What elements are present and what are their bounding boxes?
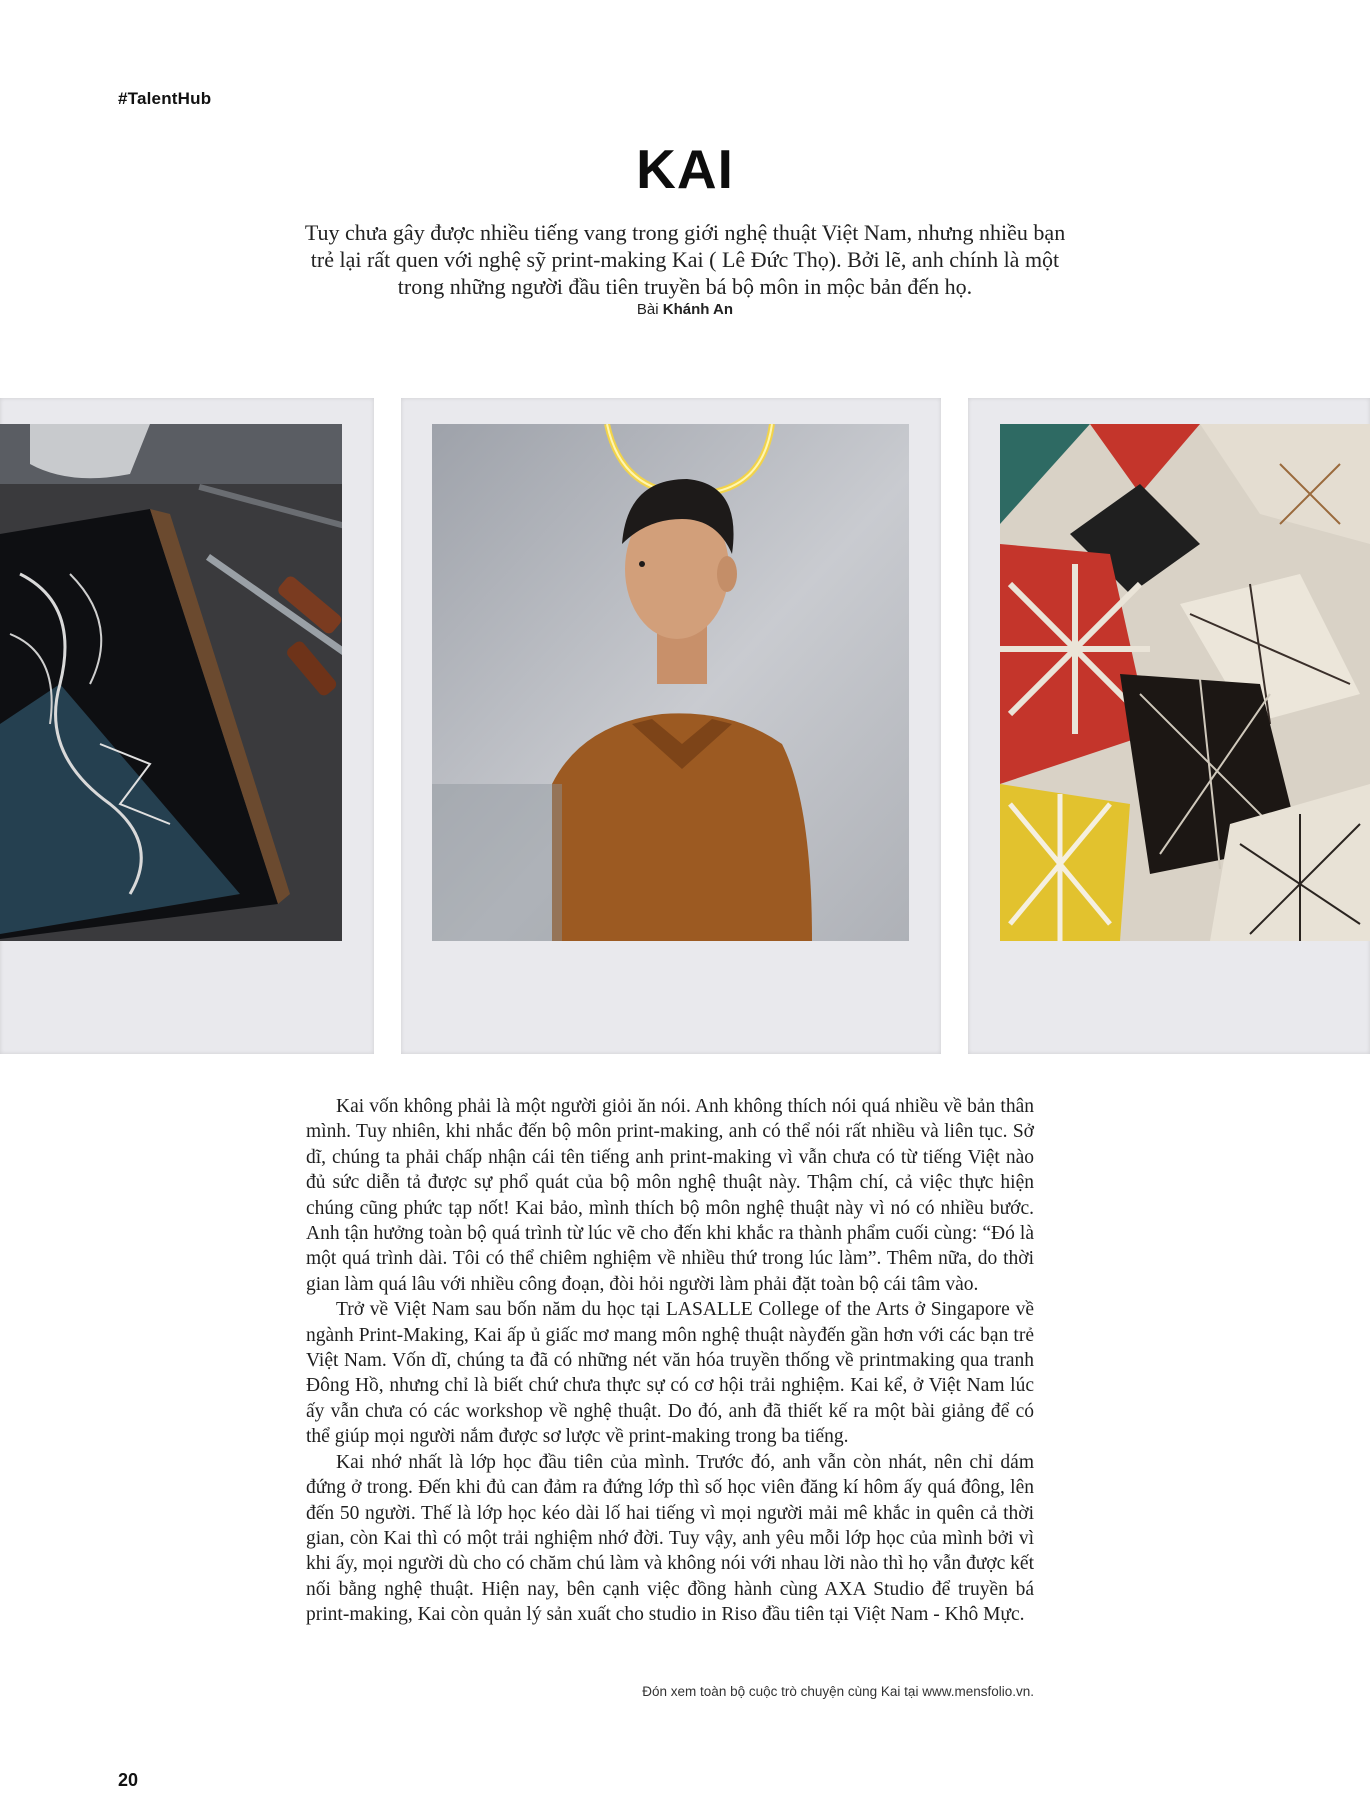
article-title: KAI [636,138,734,200]
author-name: Khánh An [662,301,734,318]
printmaking-works-photo [1000,424,1370,941]
polaroid-frame-prints [968,398,1370,1054]
body-paragraph: Kai nhớ nhất là lớp học đầu tiên của mình. Trước đó, anh vẫn còn nhát, nên chỉ dám đứng ở trong. Đến khi đủ can đảm ra đứng lớp thì số học viên đăng kí hôm ấy quá đông, lên đến 50 người. Thế là lớp học kéo dài lố hai tiếng vì mọi người mải mê khắc in quên cả thời gian, còn Kai thì có một trải nghiệm nhớ đời. Tuy vậy, anh yêu mỗi lớp học của mình bởi vì khi ấy, mọi người dù cho có chăm chú làm và không nói với nhau lời nào thì họ vẫn được kết nối bằng nghệ thuật. Hiện nay, bên cạnh việc đồng hành cùng AXA Studio để truyền bá print-making, Kai còn quản lý sản xuất cho studio in Riso đầu tiên tại Việt Nam - Khô Mực. [306,1451,1034,1626]
article-lead: Tuy chưa gây được nhiều tiếng vang trong giới nghệ thuật Việt Nam, nhưng nhiều bạn trẻ lại rất quen với nghệ sỹ print-making Kai ( Lê Đức Thọ). Bởi lẽ, anh chính là một trong những người đầu tiên truyền bá bộ môn in mộc bản đến họ. [304,220,1066,299]
section-tag: #TalentHub [118,89,212,108]
article-body [306,1094,1034,1628]
body-paragraph: Kai vốn không phải là một người giỏi ăn nói. Anh không thích nói quá nhiều về bản thân mình. Tuy nhiên, khi nhắc đến bộ môn print-making, anh có thể nói rất nhiều và liên tục. Sở dĩ, chúng ta phải chấp nhận cái tên tiếng anh print-making vì vẫn chưa có từ tiếng Việt nào đủ sức diễn tả được sự phổ quát của bộ môn nghệ thuật này. Thậm chí, cả việc thực hiện chúng cũng phức tạp nốt! Kai bảo, mình thích bộ môn nghệ thuật này vì nó có nhiều bước. Anh tận hưởng toàn bộ quá trình từ lúc vẽ cho đến khi khắc ra thành phẩm cuối cùng: “Đó là một quá trình dài. Tôi có thể chiêm nghiệm về nhiều thứ trong lúc làm”. Thêm nữa, do thời gian làm quá lâu với nhiều công đoạn, đòi hỏi người làm phải đặt toàn bộ cái tâm vào. [306,1096,1034,1295]
artist-portrait-photo [432,424,909,941]
woodblock-carving-photo [0,424,342,941]
body-paragraph: Trở về Việt Nam sau bốn năm du học tại LASALLE College of the Arts ở Singapore về ngành Print-Making, Kai ấp ủ giấc mơ mang môn nghệ thuật nàyđến gần hơn với các bạn trẻ Việt Nam. Vốn dĩ, chúng ta đã có những nét văn hóa truyền thống về printmaking qua tranh Đông Hồ, nhưng chỉ là biết chứ chưa thực sự có cơ hội trải nghiệm. Kai kể, ở Việt Nam lúc ấy vẫn chưa có các workshop về nghệ thuật. Do đó, anh đã thiết kế ra một bài giảng để có thể giúp mọi người nắm được sơ lược về print-making trong ba tiếng. [306,1299,1034,1448]
polaroid-frame-portrait [401,398,941,1054]
page-number: 20 [118,1770,139,1790]
polaroid-frame-woodblock [0,398,374,1054]
byline-prefix: Bài [636,301,659,318]
byline [0,301,1370,318]
footer-note: Đón xem toàn bộ cuộc trò chuyện cùng Kai tại www.mensfolio.vn. [642,1684,1034,1699]
